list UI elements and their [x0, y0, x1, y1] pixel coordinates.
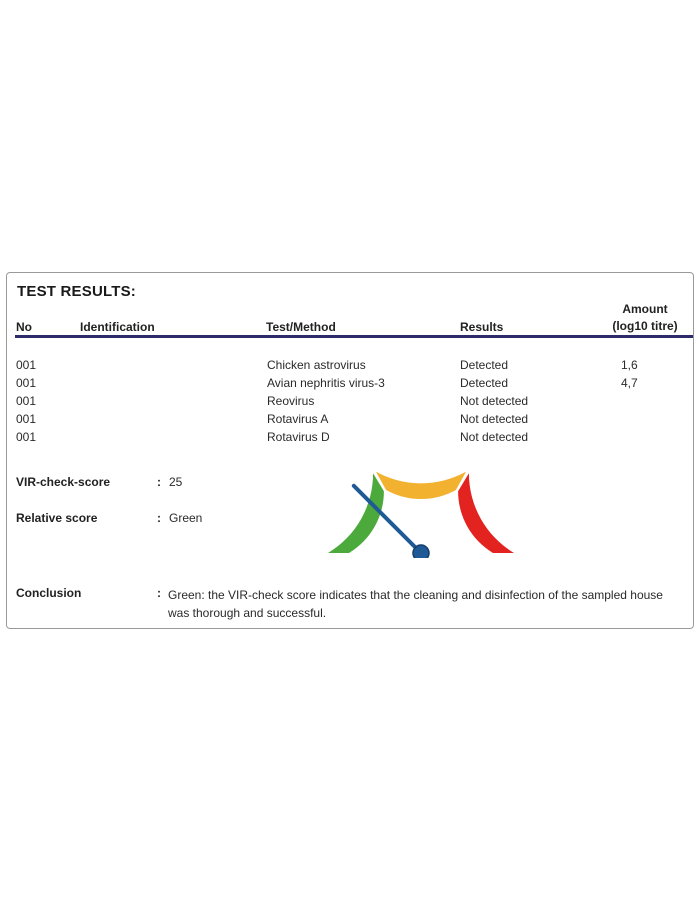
row-test: Reovirus	[267, 394, 315, 408]
vir-check-score-colon: :	[157, 475, 161, 489]
row-result: Not detected	[460, 394, 529, 408]
relative-score-value: Green	[169, 511, 203, 525]
column-header-no: No	[16, 320, 32, 334]
vir-check-gauge	[321, 458, 521, 558]
row-result: Detected	[460, 376, 509, 390]
vir-check-score-value: 25	[169, 475, 183, 489]
column-header-test-method: Test/Method	[266, 320, 336, 334]
row-no: 001	[16, 412, 37, 426]
column-header-results: Results	[460, 320, 504, 334]
header-divider	[15, 335, 693, 338]
conclusion-label: Conclusion	[16, 586, 82, 600]
row-result: Detected	[460, 358, 509, 372]
column-header-amount	[597, 301, 693, 335]
amount-header-line1: Amount	[622, 302, 668, 316]
row-amount: 1,6	[621, 358, 638, 372]
row-no: 001	[16, 358, 37, 372]
gauge-needle-hub	[413, 545, 429, 558]
vir-check-score-label: VIR-check-score	[16, 475, 111, 489]
row-result: Not detected	[460, 412, 529, 426]
test-results-report	[6, 272, 694, 629]
conclusion-text: Green: the VIR-check score indicates that the cleaning and disinfection of the sampled house was thorough and successful.	[168, 588, 663, 620]
row-test: Rotavirus A	[267, 412, 329, 426]
relative-score-colon: :	[157, 511, 161, 525]
gauge-segment-red	[458, 473, 514, 553]
report-heading: TEST RESULTS:	[17, 283, 136, 300]
row-test: Rotavirus D	[267, 430, 330, 444]
row-result: Not detected	[460, 430, 529, 444]
row-no: 001	[16, 376, 37, 390]
conclusion-colon: :	[157, 586, 161, 600]
column-header-identification: Identification	[80, 320, 155, 334]
row-test: Chicken astrovirus	[267, 358, 366, 372]
gauge-segment-orange	[376, 472, 466, 499]
row-amount: 4,7	[621, 376, 638, 390]
row-test: Avian nephritis virus-3	[267, 376, 385, 390]
relative-score-label: Relative score	[16, 511, 98, 525]
row-no: 001	[16, 394, 37, 408]
row-no: 001	[16, 430, 37, 444]
amount-header-line2: (log10 titre)	[612, 319, 678, 333]
